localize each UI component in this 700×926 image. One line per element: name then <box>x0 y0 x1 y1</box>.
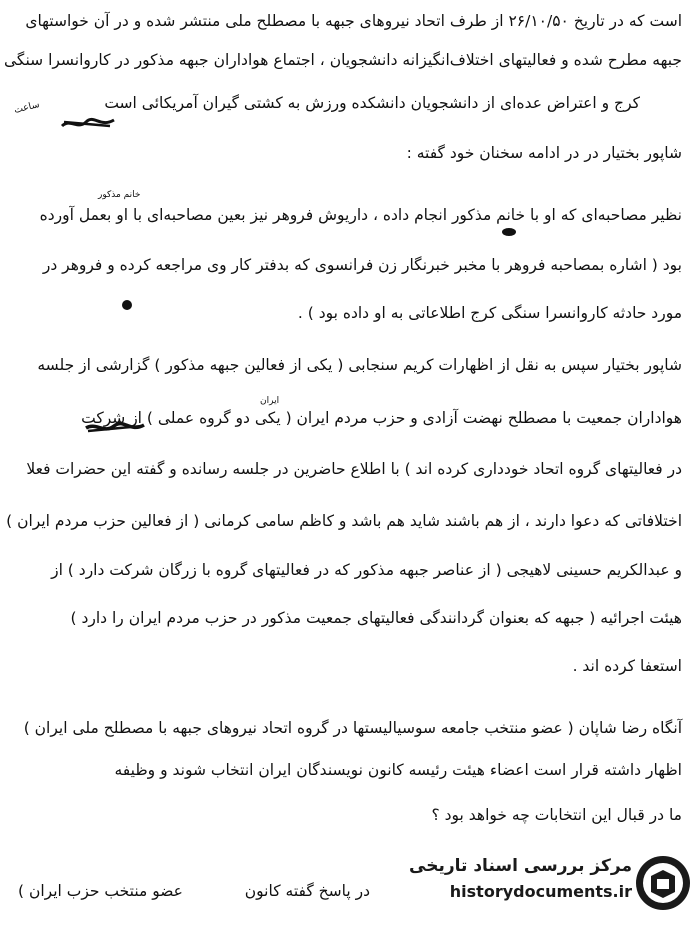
text-line-7: مورد حادثه کاروانسرا سنگی کرج اطلاعاتی به او داده بود ) . <box>297 304 682 322</box>
text-line-5: نظیر مصاحبه‌ای که او با خانم مذکور انجام داده ، داریوش فروهر نیز بعین مصاحبه‌ای با او بعمل آورده <box>39 206 682 224</box>
text-line-3: کرج و اعتراض عده‌ای از دانشجویان دانشکده ورزش به کشتی گیران آمریکائی است <box>104 94 640 112</box>
above-line-note-2: ایران <box>260 396 280 406</box>
ink-blot-2 <box>500 226 518 238</box>
archive-watermark <box>392 850 692 916</box>
watermark-url: historydocuments.ir <box>449 882 632 901</box>
text-line-18: در پاسخ گفته کانون <box>244 882 370 900</box>
text-line-13: هیئت اجرائیه ( جبهه که بعنوان گردانندگی فعالیتهای جمعیت مذکور در حزب مردم ایران را دارد ) <box>70 609 682 627</box>
above-line-note: خانم مذکور <box>98 190 141 200</box>
text-line-17: ما در قبال این انتخابات چه خواهد بود ؟ <box>431 806 682 824</box>
margin-note: ساعت <box>12 99 41 116</box>
text-line-2: جبهه مطرح شده و فعالیتهای اختلاف‌انگیزانه دانشجویان ، اجتماع هواداران جبهه مذکور در کاروانسرا سنگی <box>4 51 682 69</box>
text-line-8: شاپور بختیار سپس به نقل از اظهارات کریم سنجابی ( یکی از فعالین جبهه مذکور ) گزارشی از جلسه <box>37 356 682 374</box>
ink-blot <box>120 298 134 312</box>
text-line-16: اظهار داشته قرار است اعضاء هیئت رئیسه کانون نویسندگان ایران انتخاب شوند و وظیفه <box>114 761 682 779</box>
text-line-10: در فعالیتهای گروه اتحاد خودداری کرده اند ) با اطلاع حاضرین در جلسه رسانده و گفته این حضرات فعلا <box>26 460 682 478</box>
text-line-18-extra: عضو منتخب حزب ایران ) <box>18 882 183 900</box>
archive-logo-icon <box>634 854 692 912</box>
text-line-12: و عبدالکریم حسینی لاهیجی ( از عناصر جبهه مذکور که در فعالیتهای گروه با زرگان شرکت دارد ) از <box>51 561 682 579</box>
crossed-out-scribble <box>60 116 116 132</box>
text-line-1: است که در تاریخ ۲۶/۱۰/۵۰ از طرف اتحاد نیروهای جبهه با مصطلح ملی منتشر شده و در آن خواستهای <box>25 12 682 30</box>
text-line-15: آنگاه رضا شاپان ( عضو منتخب جامعه سوسیالیستها در گروه اتحاد نیروهای جبهه با مصطلح ملی ایران ) <box>23 719 682 737</box>
watermark-title: مرکز بررسی اسناد تاریخی <box>409 856 632 876</box>
crossed-out-scribble-2 <box>84 420 146 436</box>
text-line-4: شاپور بختیار در در ادامه سخنان خود گفته : <box>406 144 682 162</box>
text-line-14: استعفا کرده اند . <box>572 657 682 675</box>
text-line-11: اختلافاتی که دعوا دارند ، از هم باشند شاید هم باشد و کاظم سامی کرمانی ( از فعالین حزب مردم ایران ) <box>6 512 682 530</box>
text-line-6: بود ( اشاره بمصاحبه فروهر با مخبر خبرنگار زن فرانسوی که بدفتر کار وی مراجعه کرده و فروهر در <box>42 256 682 274</box>
text-line-9: هواداران جمعیت با مصطلح نهضت آزادی و حزب مردم ایران ( یکی دو گروه عملی ) از شرکت <box>81 409 682 427</box>
